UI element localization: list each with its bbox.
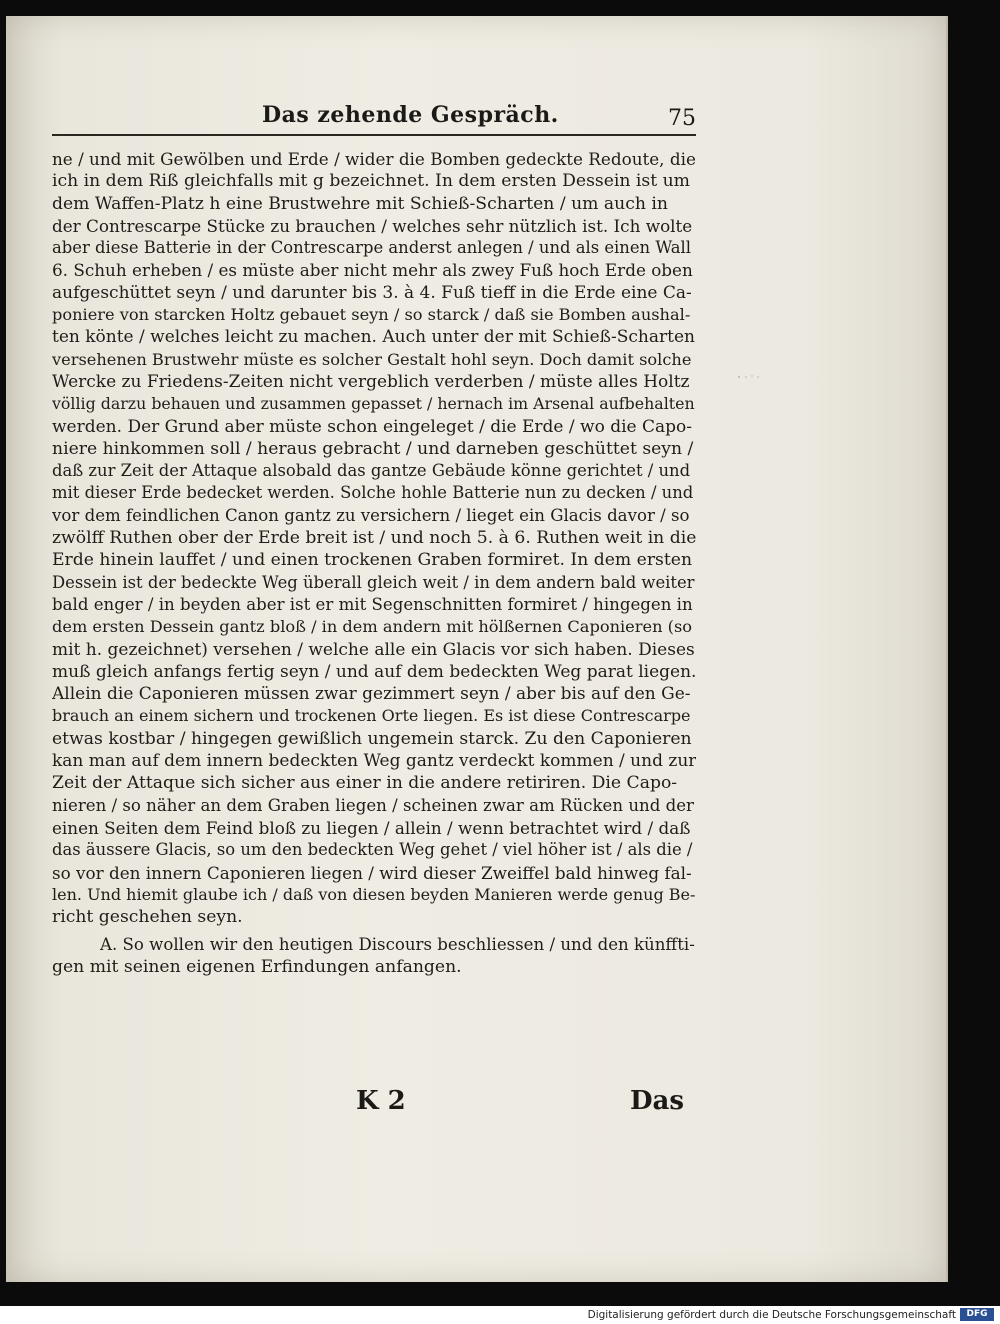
text-line: dem ersten Dessein gantz bloß / in dem andern mit hölßernen Caponieren (so xyxy=(52,617,693,637)
text-line: der Contrescarpe Stücke zu brauchen / welches sehr nützlich ist. Ich wolte xyxy=(52,215,693,236)
text-line: das äussere Glacis, so um den bedeckten Weg gehet / viel höher ist / als die / xyxy=(52,840,693,860)
dfg-logo: DFG xyxy=(960,1308,994,1321)
text-line: zwölff Ruthen ober der Erde breit ist / und noch 5. à 6. Ruthen weit in die xyxy=(52,528,696,549)
text-line: so vor den innern Caponieren liegen / wird dieser Zweiffel bald hinweg fal- xyxy=(52,862,692,883)
text-line: versehenen Brustwehr müste es solcher Gestalt hohl seyn. Doch damit solche xyxy=(52,349,692,369)
text-line: brauch an einem sichern und trockenen Orte liegen. Es ist diese Contrescarpe xyxy=(52,706,691,726)
text-line: poniere von starcken Holtz gebauet seyn / so starck / daß sie Bomben aushal- xyxy=(52,305,691,325)
text-line: ich in dem Riß gleichfalls mit g bezeichnet. In dem ersten Dessein ist um xyxy=(52,171,690,192)
funding-credit: Digitalisierung gefördert durch die Deutsche Forschungsgemeinschaft xyxy=(587,1309,956,1321)
text-line: richt geschehen seyn. xyxy=(52,907,243,928)
page-header xyxy=(52,92,696,138)
text-line: ten könte / welches leicht zu machen. Auch unter der mit Schieß-Scharten xyxy=(52,327,695,348)
text-line: A. So wollen wir den heutigen Discours beschliessen / und den künffti- xyxy=(100,935,695,954)
text-line: vor dem feindlichen Canon gantz zu versichern / lieget ein Glacis davor / so xyxy=(52,505,690,525)
text-line: Erde hinein lauffet / und einen trockenen Graben formiret. In dem ersten xyxy=(52,550,693,571)
text-line: Zeit der Attaque sich sicher aus einer in die andere retiriren. Die Capo- xyxy=(52,773,678,794)
text-line: muß gleich anfangs fertig seyn / und auf dem bedeckten Weg parat liegen. xyxy=(52,661,696,682)
text-line: mit dieser Erde bedecket werden. Solche hohle Batterie nun zu decken / und xyxy=(52,483,694,503)
text-line: völlig darzu behauen und zusammen gepasset / hernach im Arsenal aufbehalten xyxy=(52,394,695,414)
text-line: aufgeschüttet seyn / und darunter bis 3. à 4. Fuß tieff in die Erde eine Ca- xyxy=(52,282,692,303)
catchword: Das xyxy=(630,1086,685,1116)
text-line: len. Und hiemit glaube ich / daß von diesen beyden Manieren werde genug Be- xyxy=(52,884,696,904)
text-line: aber diese Batterie in der Contrescarpe anderst anlegen / und als einen Wall xyxy=(52,238,691,258)
text-line: daß zur Zeit der Attaque alsobald das gantze Gebäude könne gerichtet / und xyxy=(52,461,691,481)
text-line: kan man auf dem innern bedeckten Weg gantz verdeckt kommen / und zur xyxy=(52,751,696,772)
closing-paragraph xyxy=(52,934,696,979)
text-line: Allein die Caponieren müssen zwar gezimmert seyn / aber bis auf den Ge- xyxy=(52,684,691,705)
page-number: 75 xyxy=(668,106,696,131)
text-line: Wercke zu Friedens-Zeiten nicht vergeblich verderben / müste alles Holtz xyxy=(52,371,690,392)
text-line: einen Seiten dem Feind bloß zu liegen / allein / wenn betrachtet wird / daß xyxy=(52,817,691,838)
text-line: ne / und mit Gewölben und Erde / wider die Bomben gedeckte Redoute, die xyxy=(52,149,696,169)
ink-speck xyxy=(736,374,762,380)
text-line: Dessein ist der bedeckte Weg überall gleich weit / in dem andern bald weiter xyxy=(52,572,695,592)
text-line: gen mit seinen eigenen Erfindungen anfangen. xyxy=(52,957,462,978)
running-title: Das zehende Gespräch. xyxy=(262,102,559,128)
text-line: niere hinkommen soll / heraus gebracht / und darneben geschüttet seyn / xyxy=(52,438,694,459)
text-line: 6. Schuh erheben / es müste aber nicht mehr als zwey Fuß hoch Erde oben xyxy=(52,260,693,281)
text-line: mit h. gezeichnet) versehen / welche alle ein Glacis vor sich haben. Dieses xyxy=(52,639,695,660)
main-paragraph xyxy=(52,148,696,928)
text-line: dem Waffen-Platz h eine Brustwehre mit Schieß-Scharten / um auch in xyxy=(52,193,668,214)
text-line: werden. Der Grund aber müste schon eingeleget / die Erde / wo die Capo- xyxy=(52,416,692,437)
text-line: etwas kostbar / hingegen gewißlich ungemein starck. Zu den Caponieren xyxy=(52,728,692,749)
text-line: bald enger / in beyden aber ist er mit Segenschnitten formiret / hingegen in xyxy=(52,594,693,614)
text-line: nieren / so näher an dem Graben liegen / scheinen zwar am Rücken und der xyxy=(52,795,694,815)
signature-mark: K 2 xyxy=(356,1086,406,1116)
header-rule xyxy=(52,134,696,136)
